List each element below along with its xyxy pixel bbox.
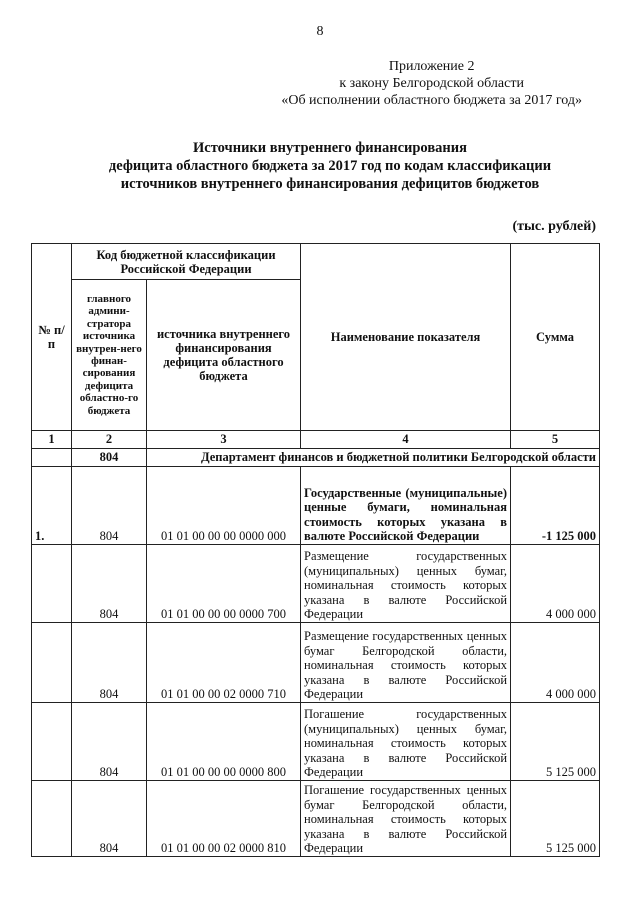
row-source-code: 01 01 00 00 00 0000 000 xyxy=(147,467,301,545)
col-number-4: 4 xyxy=(301,431,511,449)
row-name: Государственные (муниципальные) ценные бумаги, номинальная стоимость которых указана в валюте Российской Федерации xyxy=(301,467,511,545)
document-title xyxy=(40,139,620,193)
appendix-header xyxy=(281,58,582,109)
table-row xyxy=(32,703,600,781)
col-number-5: 5 xyxy=(511,431,600,449)
row-source-code: 01 01 00 00 00 0000 700 xyxy=(147,545,301,623)
table-row xyxy=(32,467,600,545)
department-code: 804 xyxy=(72,449,147,467)
row-name: Размещение государственных ценных бумаг Белгородской области, номинальная стоимость которых указана в валюте Российской Федерации xyxy=(301,623,511,703)
row-admin-code: 804 xyxy=(72,703,147,781)
appendix-line-2: к закону Белгородской области xyxy=(339,76,524,91)
row-sum: -1 125 000 xyxy=(511,467,600,545)
financing-table xyxy=(31,243,600,857)
department-row xyxy=(32,449,600,467)
row-source-code: 01 01 00 00 02 0000 710 xyxy=(147,623,301,703)
table-row xyxy=(32,623,600,703)
title-line-1: Источники внутреннего финансирования xyxy=(193,140,467,156)
row-sum: 5 125 000 xyxy=(511,781,600,857)
row-admin-code: 804 xyxy=(72,467,147,545)
header-sum: Сумма xyxy=(511,244,600,431)
row-admin-code: 804 xyxy=(72,623,147,703)
col-number-1: 1 xyxy=(32,431,72,449)
table-row xyxy=(32,781,600,857)
row-admin-code: 804 xyxy=(72,545,147,623)
table-row xyxy=(32,545,600,623)
row-name: Погашение государственных (муниципальных) ценных бумаг, номинальная стоимость которых указана в валюте Российской Федерации xyxy=(301,703,511,781)
appendix-line-1: Приложение 2 xyxy=(388,59,475,74)
col-number-3: 3 xyxy=(147,431,301,449)
header-source: источника внутреннего финансирования дефицита областного бюджета xyxy=(147,280,301,431)
units-label: (тыс. рублей) xyxy=(512,219,596,234)
row-sum: 4 000 000 xyxy=(511,623,600,703)
title-line-3: источников внутреннего финансирования дефицитов бюджетов xyxy=(120,176,540,192)
row-source-code: 01 01 00 00 00 0000 800 xyxy=(147,703,301,781)
header-code-group: Код бюджетной классификации Российской Федерации xyxy=(72,244,301,280)
page-number: 8 xyxy=(316,24,324,39)
col-number-2: 2 xyxy=(72,431,147,449)
header-num: № п/п xyxy=(32,244,72,431)
row-sum: 5 125 000 xyxy=(511,703,600,781)
row-admin-code: 804 xyxy=(72,781,147,857)
row-number xyxy=(32,781,72,857)
column-numbers-row xyxy=(32,431,600,449)
row-number: 1. xyxy=(32,467,72,545)
row-name: Размещение государственных (муниципальных) ценных бумаг, номинальная стоимость которых указана в валюте Российской Федерации xyxy=(301,545,511,623)
title-line-2: дефицита областного бюджета за 2017 год по кодам классификации xyxy=(108,158,552,174)
row-number xyxy=(32,703,72,781)
row-number xyxy=(32,623,72,703)
header-admin: главного админи-стратора источника внутрен-него финан-сирования дефицита областно-го бюджета xyxy=(72,280,147,431)
row-number xyxy=(32,545,72,623)
appendix-line-3: «Об исполнении областного бюджета за 2017 год» xyxy=(281,93,582,108)
row-sum: 4 000 000 xyxy=(511,545,600,623)
header-name: Наименование показателя xyxy=(301,244,511,431)
department-name: Департамент финансов и бюджетной политики Белгородской области xyxy=(147,449,600,467)
row-source-code: 01 01 00 00 02 0000 810 xyxy=(147,781,301,857)
row-name: Погашение государственных ценных бумаг Белгородской области, номинальная стоимость которых указана в валюте Российской Федерации xyxy=(301,781,511,857)
